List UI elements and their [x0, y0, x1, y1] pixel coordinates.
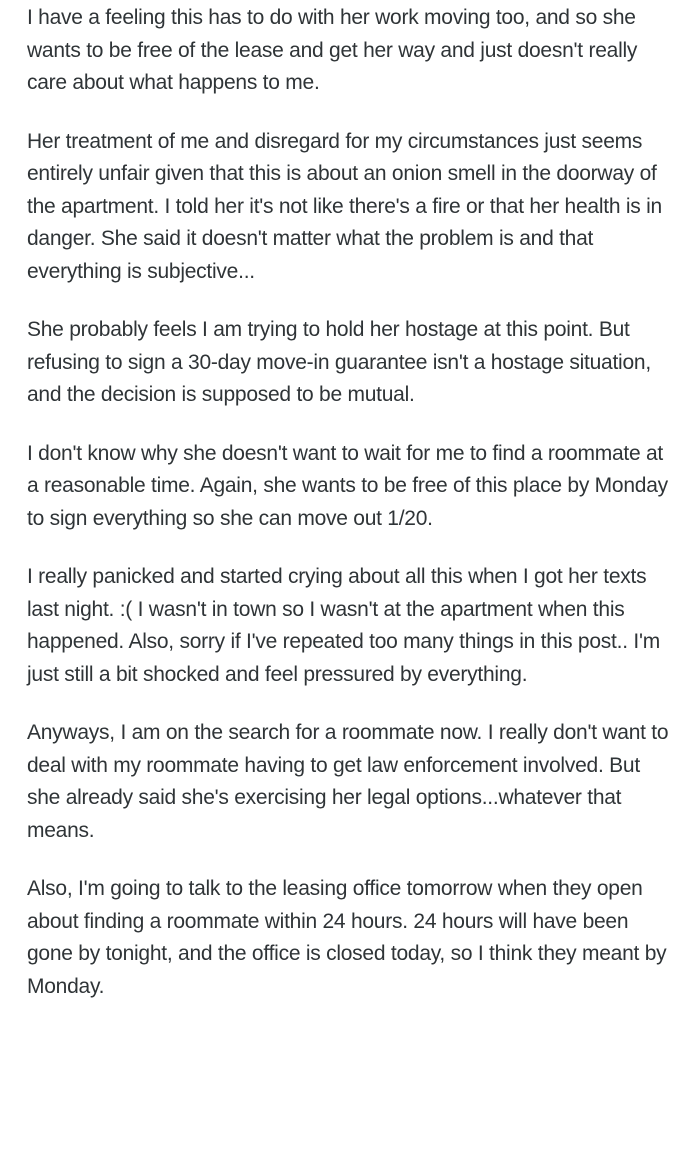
paragraph: I really panicked and started crying about all this when I got her texts last night. :( I wasn't in town so I wasn't at the apartment when this happened. Also, sorry if I've repeated too many things in this post.. I'm just still a bit shocked and feel pressured by everything. — [27, 565, 660, 686]
paragraph: She probably feels I am trying to hold her hostage at this point. But refusing to sign a 30-day move-in guarantee isn't a hostage situation, and the decision is supposed to be mutual. — [27, 318, 651, 406]
paragraph: Her treatment of me and disregard for my circumstances just seems entirely unfair given that this is about an onion smell in the doorway of the apartment. I told her it's not like there's a fire or that her health is in danger. She said it doesn't matter what the problem is and that everything is subjective... — [27, 129, 662, 283]
paragraph: Also, I'm going to talk to the leasing office tomorrow when they open about finding a roommate within 24 hours. 24 hours will have been gone by tonight, and the office is closed today, so I think they meant by Monday. — [27, 877, 667, 998]
paragraph: Anyways, I am on the search for a roommate now. I really don't want to deal with my roommate having to get law enforcement involved. But she already said she's exercising her legal options...whatever that means. — [27, 721, 669, 842]
paragraph: I have a feeling this has to do with her work moving too, and so she wants to be free of the lease and get her way and just doesn't really care about what happens to me. — [27, 6, 638, 94]
paragraph: I don't know why she doesn't want to wait for me to find a roommate at a reasonable time. Again, she wants to be free of this place by Monday to sign everything so she can move out 1/20. — [27, 441, 668, 530]
